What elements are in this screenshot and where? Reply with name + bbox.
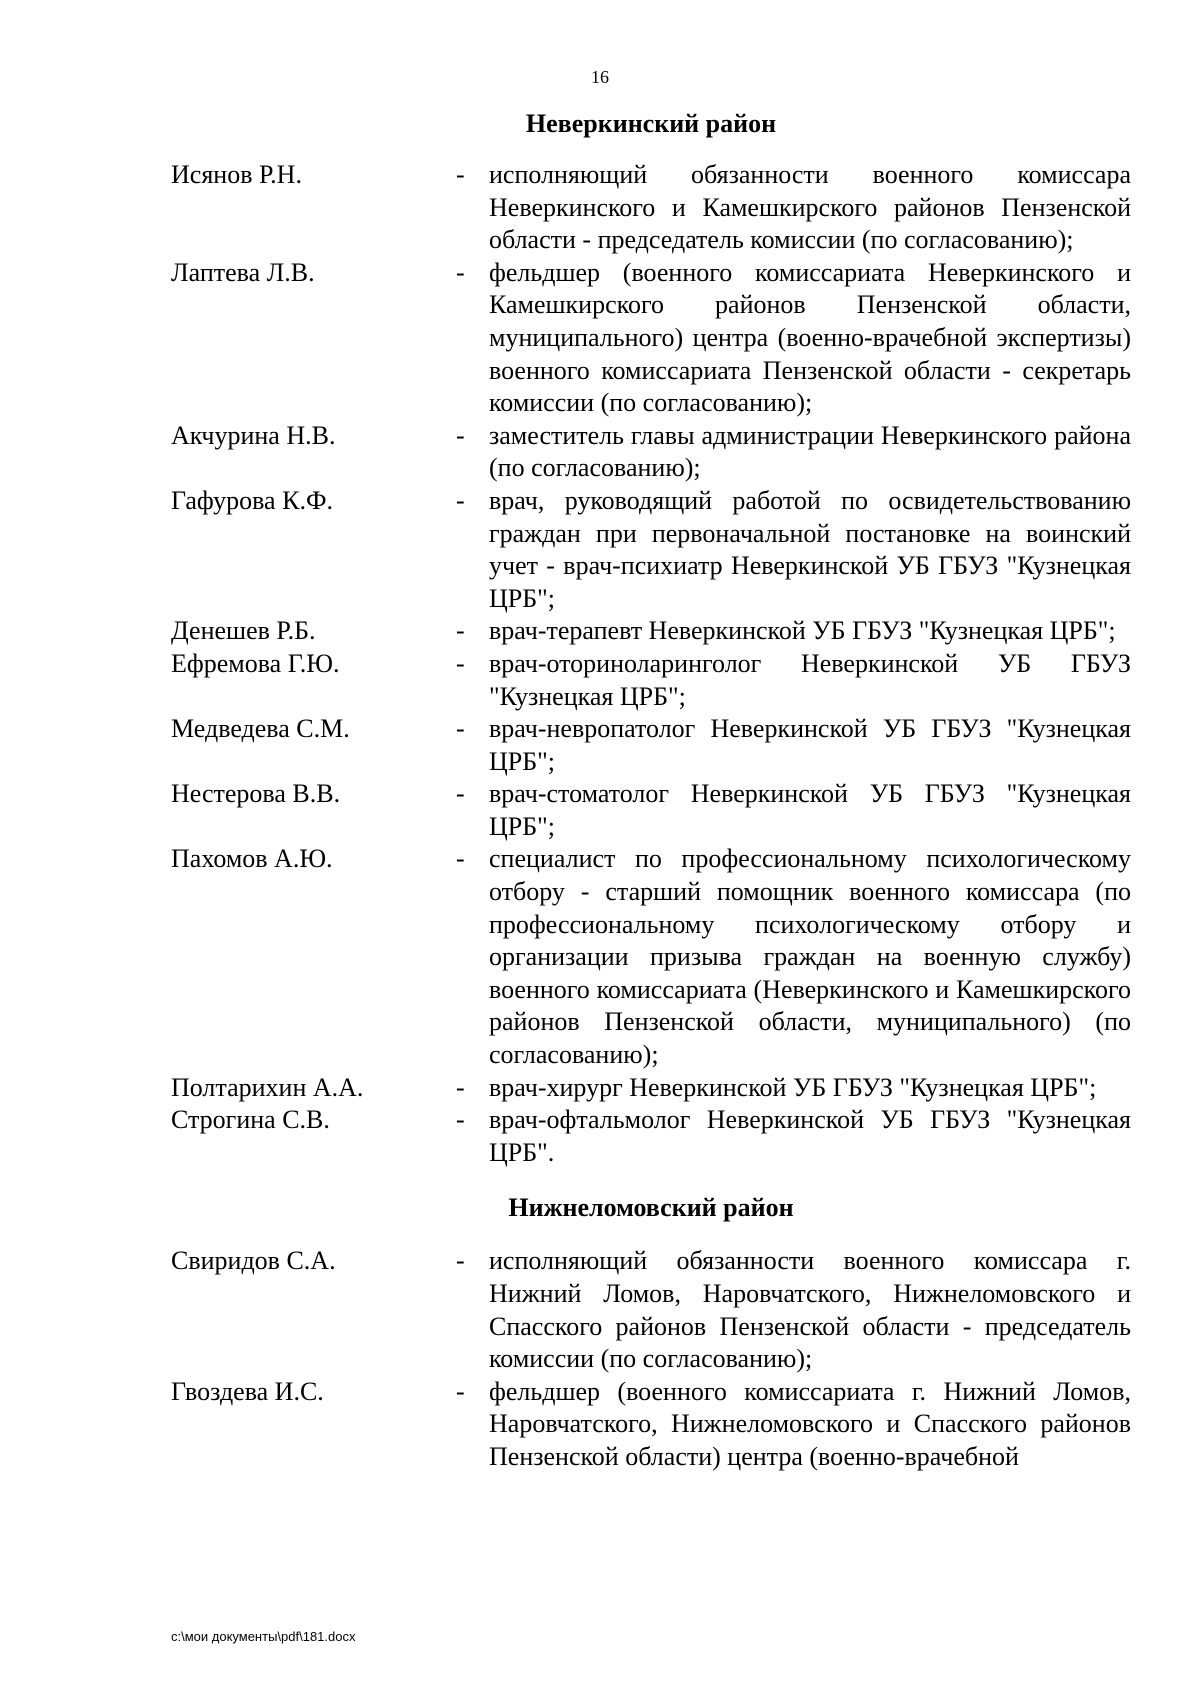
member-dash: - bbox=[456, 1376, 465, 1406]
member-role: исполняющий обязанности военного комиссара Неверкинского и Камешкирского районов Пензенской области - председатель комиссии (по согласованию); bbox=[489, 160, 1131, 255]
member-name: Медведева С.М. bbox=[171, 714, 350, 744]
member-entry bbox=[171, 1072, 1131, 1105]
member-dash: - bbox=[456, 648, 465, 678]
member-role: специалист по профессиональному психологическому отбору - старший помощник военного комиссара (по профессиональному психологическому отбору и организации призыва граждан на военную службу) военного комиссариата (Неверкинского и Камешкирского районов Пензенской области, муниципального) (по согласованию); bbox=[489, 844, 1131, 1070]
member-name: Свиридов С.А. bbox=[171, 1246, 336, 1276]
member-name: Исянов Р.Н. bbox=[171, 160, 302, 189]
member-name: Денешев Р.Б. bbox=[171, 616, 316, 646]
member-entry bbox=[171, 843, 1131, 1071]
document-body bbox=[171, 107, 1131, 1474]
page-number: 16 bbox=[591, 67, 609, 87]
member-entry bbox=[171, 257, 1131, 420]
member-role: исполняющий обязанности военного комиссара г. Нижний Ломов, Наровчатского, Нижнеломовского и Спасского районов Пензенской области - председатель комиссии (по согласованию); bbox=[489, 1246, 1131, 1374]
member-dash: - bbox=[456, 1105, 465, 1135]
member-list-nizhnelomovsky bbox=[171, 1245, 1131, 1473]
member-entry bbox=[171, 420, 1131, 485]
member-entry bbox=[171, 1104, 1131, 1169]
member-dash: - bbox=[456, 420, 465, 450]
member-role: врач-невропатолог Неверкинской УБ ГБУЗ "Кузнецкая ЦРБ"; bbox=[489, 714, 1131, 776]
member-role: заместитель главы администрации Неверкинского района (по согласованию); bbox=[489, 420, 1131, 483]
member-role: фельдшер (военного комиссариата г. Нижний Ломов, Наровчатского, Нижнеломовского и Спасского районов Пензенской области) центра (военно-врачебной bbox=[489, 1376, 1131, 1471]
member-entry bbox=[171, 778, 1131, 843]
member-role: врач-стоматолог Неверкинской УБ ГБУЗ "Кузнецкая ЦРБ"; bbox=[489, 779, 1131, 841]
member-dash: - bbox=[456, 257, 465, 287]
member-name: Полтарихин А.А. bbox=[171, 1072, 364, 1102]
section-title-nizhnelomovsky: Нижнеломовский район bbox=[508, 1193, 794, 1223]
member-dash: - bbox=[456, 714, 465, 744]
member-role: врач-офтальмолог Неверкинской УБ ГБУЗ "Кузнецкая ЦРБ". bbox=[489, 1105, 1131, 1167]
member-name: Акчурина Н.В. bbox=[171, 420, 336, 450]
member-role: врач-оториноларинголог Неверкинской УБ ГБУЗ "Кузнецкая ЦРБ"; bbox=[489, 648, 1131, 711]
member-role: врач, руководящий работой по освидетельствованию граждан при первоначальной постановке на воинский учет - врач-психиатр Неверкинской УБ ГБУЗ "Кузнецкая ЦРБ"; bbox=[489, 485, 1131, 613]
member-name: Гафурова К.Ф. bbox=[171, 485, 333, 515]
member-entry bbox=[171, 159, 1131, 257]
member-name: Гвоздева И.С. bbox=[171, 1376, 324, 1406]
file-path-footer: c:\мои документы\pdf\181.docx bbox=[171, 1629, 356, 1644]
member-dash: - bbox=[456, 485, 465, 515]
member-dash: - bbox=[456, 1246, 465, 1276]
member-name: Ефремова Г.Ю. bbox=[171, 648, 340, 678]
member-dash: - bbox=[456, 160, 465, 189]
member-name: Строгина С.В. bbox=[171, 1105, 330, 1135]
section-title-neverkinsky: Неверкинский район bbox=[525, 109, 777, 138]
member-name: Нестерова В.В. bbox=[171, 779, 341, 809]
member-dash: - bbox=[456, 1072, 465, 1102]
member-role: врач-терапевт Неверкинской УБ ГБУЗ "Кузнецкая ЦРБ"; bbox=[489, 616, 1116, 646]
member-entry bbox=[171, 1245, 1131, 1375]
member-entry bbox=[171, 713, 1131, 778]
member-dash: - bbox=[456, 779, 465, 809]
member-list-neverkinsky bbox=[171, 159, 1131, 1169]
member-name: Лаптева Л.В. bbox=[171, 257, 315, 287]
member-role: фельдшер (военного комиссариата Неверкинского и Камешкирского районов Пензенской области, муниципального) центра (военно-врачебной экспертизы) военного комиссариата Пензенской области - секретарь комиссии (по согласованию); bbox=[489, 257, 1131, 418]
member-role: врач-хирург Неверкинской УБ ГБУЗ "Кузнецкая ЦРБ"; bbox=[489, 1072, 1097, 1102]
member-entry bbox=[171, 1376, 1131, 1474]
member-dash: - bbox=[456, 844, 465, 874]
member-dash: - bbox=[456, 616, 465, 646]
member-name: Пахомов А.Ю. bbox=[171, 844, 333, 874]
member-entry bbox=[171, 485, 1131, 615]
member-entry bbox=[171, 615, 1131, 648]
member-entry bbox=[171, 648, 1131, 713]
